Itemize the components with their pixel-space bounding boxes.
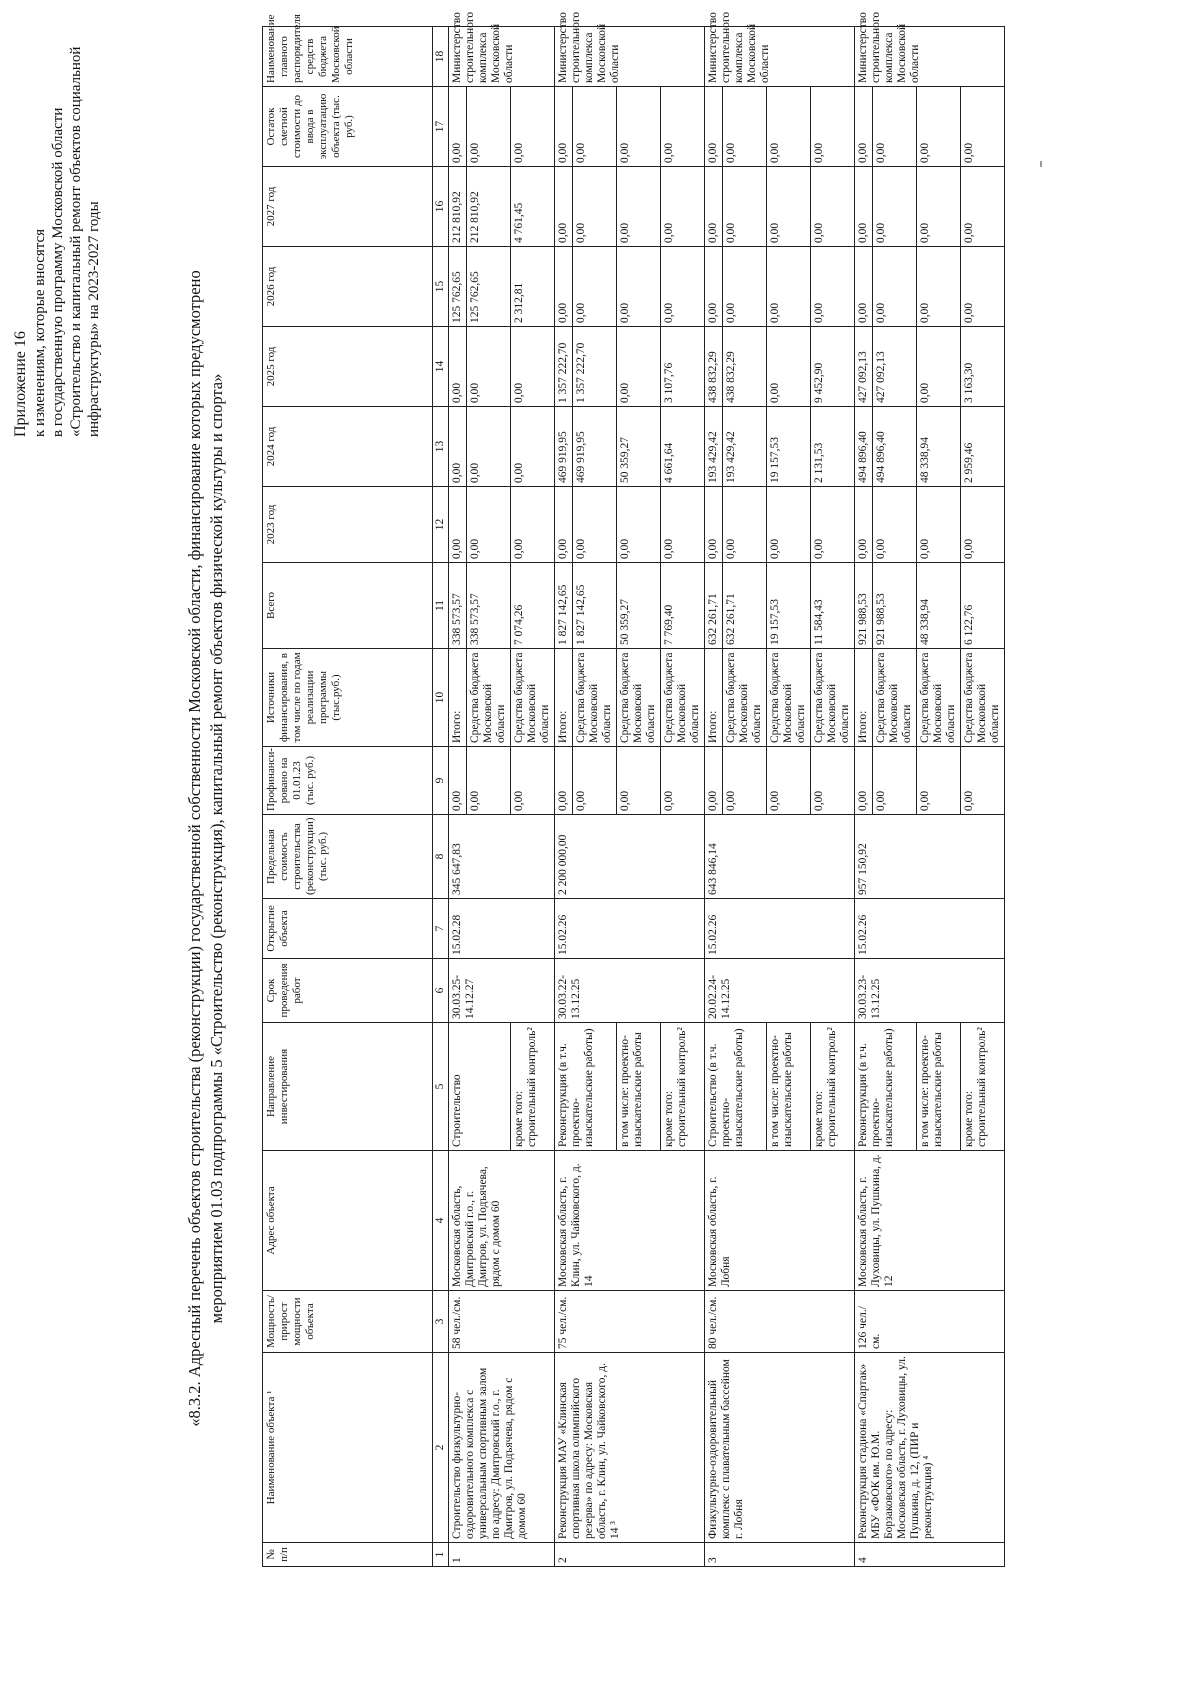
total-value: 11 584,43 xyxy=(811,563,855,649)
total-value: 50 359,27 xyxy=(617,563,661,649)
source-label: Средства бюджета Московской области xyxy=(961,649,1005,747)
source-label: Средства бюджета Московской области xyxy=(617,649,661,747)
year-2024-value: 50 359,27 xyxy=(617,407,661,487)
object-address: Московская область, Дмитровский г.о., г. Дмитров, ул. Подъячева, рядом с домом 60 xyxy=(449,1151,555,1291)
col-header-financed: Профинанси-ровано на 01.01.23 (тыс. руб.) xyxy=(263,747,433,815)
year-2023-value: 0,00 xyxy=(661,487,705,563)
source-label: Средства бюджета Московской области xyxy=(511,649,555,747)
source-label: Средства бюджета Московской области xyxy=(767,649,811,747)
year-2027-value: 212 810,92 xyxy=(449,167,467,247)
column-number: 15 xyxy=(433,247,449,327)
year-2023-value: 0,00 xyxy=(855,487,873,563)
column-number: 7 xyxy=(433,899,449,959)
year-2023-value: 0,00 xyxy=(961,487,1005,563)
financed-value: 0,00 xyxy=(873,747,917,815)
total-value: 632 261,71 xyxy=(705,563,723,649)
year-2027-value: 212 810,92 xyxy=(467,167,511,247)
investment-direction: кроме того: строительный контроль² xyxy=(511,1023,555,1151)
appendix-line-3: «Строительство и капитальный ремонт объектов социальной xyxy=(68,46,84,437)
year-2024-value: 2 959,46 xyxy=(961,407,1005,487)
rest-value: 0,00 xyxy=(767,87,811,167)
year-2025-value: 3 107,76 xyxy=(661,327,705,407)
total-value: 7 074,26 xyxy=(511,563,555,649)
year-2027-value: 0,00 xyxy=(705,167,723,247)
year-2027-value: 0,00 xyxy=(767,167,811,247)
total-value: 632 261,71 xyxy=(723,563,767,649)
year-2026-value: 0,00 xyxy=(723,247,767,327)
appendix-line-1: к изменениям, которые вносятся xyxy=(32,228,48,437)
address-list-table xyxy=(262,11,1005,1567)
object-name: Реконструкция МАУ «Клинская спортивная школа олимпийского резерва» по адресу: Московская область, г. Клин, ул. Чайковского, д. 14 ³ xyxy=(555,1353,705,1543)
year-2025-value: 0,00 xyxy=(917,327,961,407)
rest-value: 0,00 xyxy=(573,87,617,167)
work-term: 30.03.22-13.12.25 xyxy=(555,959,705,1023)
column-number-row xyxy=(433,27,449,1567)
year-2026-value: 0,00 xyxy=(811,247,855,327)
year-2026-value: 0,00 xyxy=(573,247,617,327)
source-label: Средства бюджета Московской области xyxy=(873,649,917,747)
col-header-power: Мощность/ прирост мощности объекта xyxy=(263,1291,433,1353)
year-2026-value: 125 762,65 xyxy=(467,247,511,327)
year-2025-value: 0,00 xyxy=(617,327,661,407)
financed-value: 0,00 xyxy=(723,747,767,815)
rest-value: 0,00 xyxy=(811,87,855,167)
col-header-distributor: Наименование главного распорядителя средств бюджета Московской области xyxy=(263,27,433,87)
source-label: Средства бюджета Московской области xyxy=(573,649,617,747)
financed-value: 0,00 xyxy=(555,747,573,815)
column-number: 10 xyxy=(433,649,449,747)
rest-value: 0,00 xyxy=(661,87,705,167)
distributor: Министерство строительного комплекса Московской области xyxy=(449,27,555,87)
limit-cost: 2 200 000,00 xyxy=(555,815,705,899)
table-row xyxy=(555,27,573,1567)
financed-value: 0,00 xyxy=(855,747,873,815)
year-2026-value: 0,00 xyxy=(555,247,573,327)
column-number: 11 xyxy=(433,563,449,649)
col-header-opening: Открытие объекта xyxy=(263,899,433,959)
total-value: 7 769,40 xyxy=(661,563,705,649)
year-2025-value: 438 832,29 xyxy=(705,327,723,407)
year-2026-value: 125 762,65 xyxy=(449,247,467,327)
object-address: Московская область, г. Луховицы, ул. Пушкина, д. 12 xyxy=(855,1151,1005,1291)
year-2026-value: 0,00 xyxy=(873,247,917,327)
investment-direction: кроме того: строительный контроль² xyxy=(961,1023,1005,1151)
column-number: 18 xyxy=(433,27,449,87)
financed-value: 0,00 xyxy=(811,747,855,815)
year-2026-value: 0,00 xyxy=(961,247,1005,327)
rest-value: 0,00 xyxy=(873,87,917,167)
year-2025-value: 0,00 xyxy=(511,327,555,407)
rest-value: 0,00 xyxy=(705,87,723,167)
year-2023-value: 0,00 xyxy=(555,487,573,563)
table-row xyxy=(705,27,723,1567)
year-2026-value: 0,00 xyxy=(661,247,705,327)
rest-value: 0,00 xyxy=(511,87,555,167)
year-2024-value: 494 896,40 xyxy=(873,407,917,487)
year-2025-value: 0,00 xyxy=(767,327,811,407)
opening-date: 15.02.26 xyxy=(705,899,855,959)
column-number: 8 xyxy=(433,815,449,899)
financed-value: 0,00 xyxy=(511,747,555,815)
row-number: 4 xyxy=(855,1543,1005,1567)
financed-value: 0,00 xyxy=(573,747,617,815)
row-number: 3 xyxy=(705,1543,855,1567)
year-2024-value: 193 429,42 xyxy=(723,407,767,487)
year-2025-value: 427 092,13 xyxy=(873,327,917,407)
object-name: Строительство физкультурно-оздоровительного комплекса с универсальным спортивным залом по адресу: Дмитровский г.о., г. Дмитров, ул. Подъячева, рядом с домом 60 xyxy=(449,1353,555,1543)
column-number: 1 xyxy=(433,1543,449,1567)
source-label: Итого: xyxy=(555,649,573,747)
distributor: Министерство строительного комплекса Московской области xyxy=(555,27,705,87)
year-2025-value: 3 163,30 xyxy=(961,327,1005,407)
column-number: 2 xyxy=(433,1353,449,1543)
work-term: 30.03.25-14.12.27 xyxy=(449,959,555,1023)
scan-speck xyxy=(1040,161,1042,167)
column-number: 3 xyxy=(433,1291,449,1353)
col-header-address: Адрес объекта xyxy=(263,1151,433,1291)
year-2026-value: 0,00 xyxy=(617,247,661,327)
total-value: 48 338,94 xyxy=(917,563,961,649)
object-address: Московская область, г. Клин, ул. Чайковского, д. 14 xyxy=(555,1151,705,1291)
column-number: 14 xyxy=(433,327,449,407)
column-number: 4 xyxy=(433,1151,449,1291)
investment-direction: в том числе: проектно-изыскательские работы xyxy=(767,1023,811,1151)
object-name: Реконструкция стадиона «Спартак» МБУ «ФОК им. Ю.М. Борзаковского» по адресу: Московская область, г. Луховицы, ул. Пушкина, д. 12, (ПИР и реконструкция) ⁴ xyxy=(855,1353,1005,1543)
year-2026-value: 0,00 xyxy=(855,247,873,327)
column-number: 13 xyxy=(433,407,449,487)
col-header-term: Срок проведения работ xyxy=(263,959,433,1023)
object-power: 80 чел./см. xyxy=(705,1291,855,1353)
year-2024-value: 193 429,42 xyxy=(705,407,723,487)
rest-value: 0,00 xyxy=(961,87,1005,167)
limit-cost: 643 846,14 xyxy=(705,815,855,899)
year-2027-value: 4 761,45 xyxy=(511,167,555,247)
row-number: 1 xyxy=(449,1543,555,1567)
distributor: Министерство строительного комплекса Московской области xyxy=(705,27,855,87)
year-2023-value: 0,00 xyxy=(467,487,511,563)
document-title-line-1: «8.3.2. Адресный перечень объектов строительства (реконструкции) государственной собственности Московской области, финансирование которых предусмотрено xyxy=(185,270,204,1427)
year-2024-value: 48 338,94 xyxy=(917,407,961,487)
investment-direction: кроме того: строительный контроль² xyxy=(811,1023,855,1151)
year-2023-value: 0,00 xyxy=(573,487,617,563)
source-label: Средства бюджета Московской области xyxy=(723,649,767,747)
total-value: 921 988,53 xyxy=(873,563,917,649)
col-header-2025: 2025 год xyxy=(263,327,433,407)
year-2027-value: 0,00 xyxy=(617,167,661,247)
column-number: 6 xyxy=(433,959,449,1023)
year-2024-value: 469 919,95 xyxy=(573,407,617,487)
col-header-2023: 2023 год xyxy=(263,487,433,563)
appendix-line-4: инфраструктуры» на 2023-2027 годы xyxy=(86,201,102,437)
opening-date: 15.02.26 xyxy=(555,899,705,959)
investment-direction: в том числе: проектно-изыскательские работы xyxy=(617,1023,661,1151)
opening-date: 15.02.26 xyxy=(855,899,1005,959)
year-2023-value: 0,00 xyxy=(917,487,961,563)
total-value: 1 827 142,65 xyxy=(555,563,573,649)
col-header-total: Всего xyxy=(263,563,433,649)
year-2025-value: 427 092,13 xyxy=(855,327,873,407)
col-header-sources: Источники финансирования, в том числе по годам реализации программы (тыс.руб.) xyxy=(263,649,433,747)
document-title-line-2: мероприятием 01.03 подпрограммы 5 «Строительство (реконструкция), капитальный ремонт объектов физической культуры и спорта» xyxy=(207,373,226,1324)
year-2025-value: 438 832,29 xyxy=(723,327,767,407)
col-header-rest: Остаток сметной стоимости до ввода в эксплуатацию объекта (тыс. руб.) xyxy=(263,87,433,167)
total-value: 19 157,53 xyxy=(767,563,811,649)
financed-value: 0,00 xyxy=(449,747,467,815)
year-2027-value: 0,00 xyxy=(855,167,873,247)
investment-direction: Строительство xyxy=(449,1023,511,1151)
source-label: Средства бюджета Московской области xyxy=(917,649,961,747)
year-2023-value: 0,00 xyxy=(617,487,661,563)
year-2025-value: 0,00 xyxy=(449,327,467,407)
year-2023-value: 0,00 xyxy=(705,487,723,563)
investment-direction: кроме того: строительный контроль² xyxy=(661,1023,705,1151)
year-2027-value: 0,00 xyxy=(723,167,767,247)
column-number: 17 xyxy=(433,87,449,167)
year-2024-value: 494 896,40 xyxy=(855,407,873,487)
year-2023-value: 0,00 xyxy=(449,487,467,563)
total-value: 6 122,76 xyxy=(961,563,1005,649)
year-2026-value: 2 312,81 xyxy=(511,247,555,327)
rest-value: 0,00 xyxy=(723,87,767,167)
financed-value: 0,00 xyxy=(661,747,705,815)
year-2027-value: 0,00 xyxy=(661,167,705,247)
appendix-number: Приложение 16 xyxy=(12,331,29,437)
year-2024-value: 0,00 xyxy=(467,407,511,487)
col-header-name: Наименование объекта ¹ xyxy=(263,1353,433,1543)
investment-direction: Строительство (в т.ч. проектно-изыскательские работы) xyxy=(705,1023,767,1151)
year-2024-value: 0,00 xyxy=(449,407,467,487)
table-row xyxy=(855,27,873,1567)
col-header-2026: 2026 год xyxy=(263,247,433,327)
column-number: 5 xyxy=(433,1023,449,1151)
column-number: 9 xyxy=(433,747,449,815)
col-header-limit-cost: Предельная стоимость строительства (реконструкции) (тыс. руб.) xyxy=(263,815,433,899)
rest-value: 0,00 xyxy=(449,87,467,167)
year-2027-value: 0,00 xyxy=(917,167,961,247)
appendix-header xyxy=(0,0,140,1697)
year-2027-value: 0,00 xyxy=(573,167,617,247)
financed-value: 0,00 xyxy=(917,747,961,815)
year-2023-value: 0,00 xyxy=(873,487,917,563)
rest-value: 0,00 xyxy=(467,87,511,167)
financed-value: 0,00 xyxy=(767,747,811,815)
appendix-line-2: в государственную программу Московской области xyxy=(50,107,66,437)
year-2024-value: 4 661,64 xyxy=(661,407,705,487)
source-label: Средства бюджета Московской области xyxy=(467,649,511,747)
year-2023-value: 0,00 xyxy=(511,487,555,563)
column-number: 12 xyxy=(433,487,449,563)
year-2026-value: 0,00 xyxy=(917,247,961,327)
year-2024-value: 2 131,53 xyxy=(811,407,855,487)
source-label: Итого: xyxy=(449,649,467,747)
source-label: Итого: xyxy=(855,649,873,747)
year-2026-value: 0,00 xyxy=(705,247,723,327)
year-2023-value: 0,00 xyxy=(767,487,811,563)
investment-direction: Реконструкция (в т.ч. проектно-изыскательские работы) xyxy=(555,1023,617,1151)
source-label: Средства бюджета Московской области xyxy=(811,649,855,747)
year-2024-value: 0,00 xyxy=(511,407,555,487)
year-2027-value: 0,00 xyxy=(961,167,1005,247)
rest-value: 0,00 xyxy=(555,87,573,167)
col-header-2027: 2027 год xyxy=(263,167,433,247)
col-header-direction: Направление инвестирования xyxy=(263,1023,433,1151)
limit-cost: 345 647,83 xyxy=(449,815,555,899)
year-2027-value: 0,00 xyxy=(811,167,855,247)
total-value: 338 573,57 xyxy=(467,563,511,649)
year-2024-value: 469 919,95 xyxy=(555,407,573,487)
year-2025-value: 0,00 xyxy=(467,327,511,407)
column-number: 16 xyxy=(433,167,449,247)
total-value: 1 827 142,65 xyxy=(573,563,617,649)
table-header-row xyxy=(263,27,433,1567)
distributor: Министерство строительного комплекса Московской области xyxy=(855,27,1005,87)
year-2025-value: 1 357 222,70 xyxy=(573,327,617,407)
investment-direction: Реконструкция (в т.ч. проектно-изыскательские работы) xyxy=(855,1023,917,1151)
object-power: 75 чел./см. xyxy=(555,1291,705,1353)
row-number: 2 xyxy=(555,1543,705,1567)
total-value: 921 988,53 xyxy=(855,563,873,649)
year-2026-value: 0,00 xyxy=(767,247,811,327)
year-2025-value: 1 357 222,70 xyxy=(555,327,573,407)
financed-value: 0,00 xyxy=(467,747,511,815)
rest-value: 0,00 xyxy=(917,87,961,167)
year-2027-value: 0,00 xyxy=(555,167,573,247)
year-2023-value: 0,00 xyxy=(811,487,855,563)
opening-date: 15.02.28 xyxy=(449,899,555,959)
source-label: Средства бюджета Московской области xyxy=(661,649,705,747)
work-term: 30.03.23-13.12.25 xyxy=(855,959,1005,1023)
source-label: Итого: xyxy=(705,649,723,747)
col-header-2024: 2024 год xyxy=(263,407,433,487)
object-power: 126 чел./см. xyxy=(855,1291,1005,1353)
object-name: Физкультурно-оздоровительный комплекс с плавательным бассейном г. Лобня xyxy=(705,1353,855,1543)
year-2024-value: 19 157,53 xyxy=(767,407,811,487)
object-address: Московская область, г. Лобня xyxy=(705,1151,855,1291)
financed-value: 0,00 xyxy=(705,747,723,815)
col-header-num: № п/п xyxy=(263,1543,433,1567)
year-2025-value: 9 452,90 xyxy=(811,327,855,407)
total-value: 338 573,57 xyxy=(449,563,467,649)
object-power: 58 чел./см. xyxy=(449,1291,555,1353)
year-2023-value: 0,00 xyxy=(723,487,767,563)
work-term: 20.02.24-14.12.25 xyxy=(705,959,855,1023)
rest-value: 0,00 xyxy=(855,87,873,167)
financed-value: 0,00 xyxy=(961,747,1005,815)
rest-value: 0,00 xyxy=(617,87,661,167)
limit-cost: 957 150,92 xyxy=(855,815,1005,899)
financed-value: 0,00 xyxy=(617,747,661,815)
table-row xyxy=(449,27,467,1567)
year-2027-value: 0,00 xyxy=(873,167,917,247)
investment-direction: в том числе: проектно-изыскательские работы xyxy=(917,1023,961,1151)
